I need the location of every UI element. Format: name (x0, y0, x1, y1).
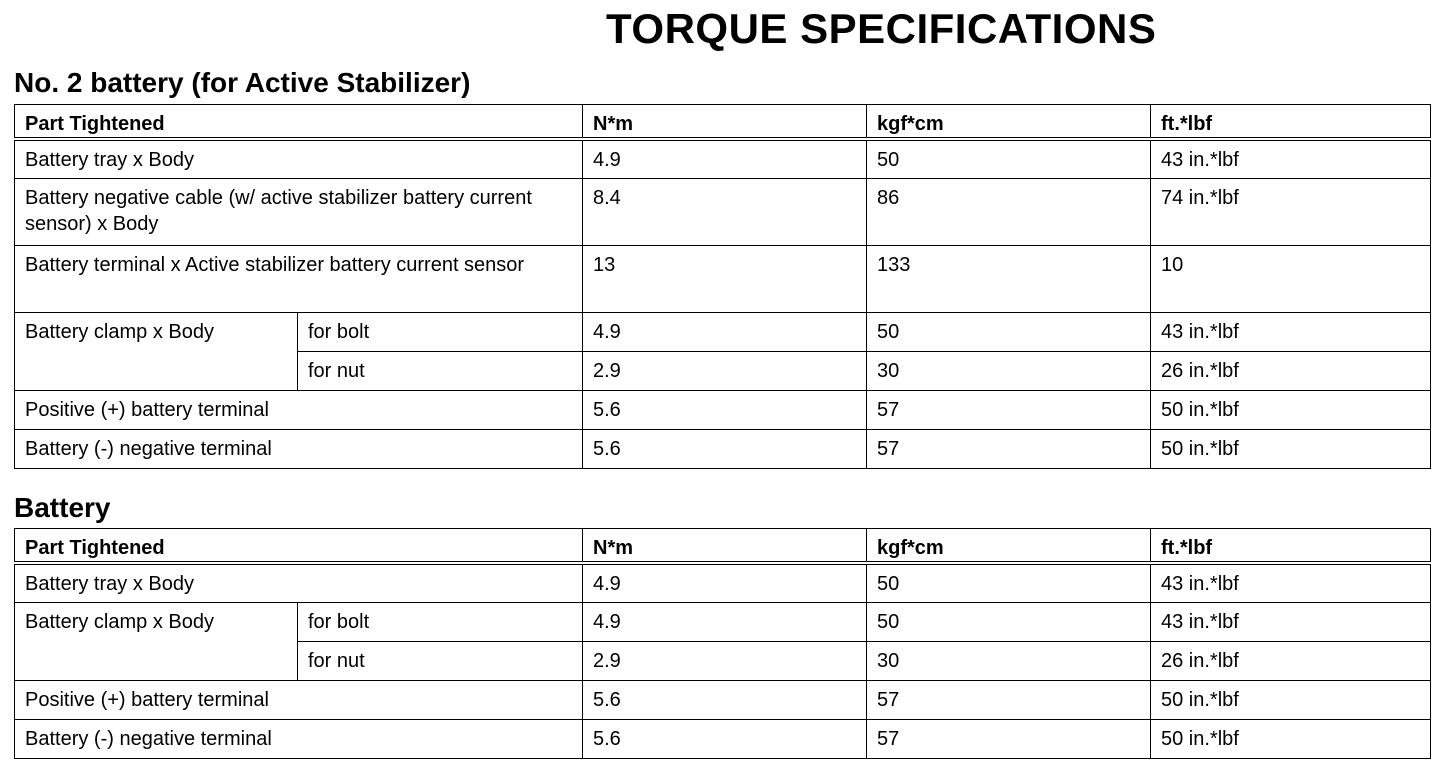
part-cell: Battery terminal x Active stabilizer battery current sensor (15, 245, 583, 312)
section-title-battery: Battery (14, 492, 111, 523)
sub-cell: for nut (298, 641, 583, 680)
ft-cell: 26 in.*lbf (1151, 351, 1431, 390)
header-nm: N*m (583, 105, 867, 140)
nm-cell: 2.9 (583, 641, 867, 680)
table-row (15, 312, 1431, 351)
ft-cell: 50 in.*lbf (1151, 719, 1431, 758)
nm-cell: 5.6 (583, 680, 867, 719)
header-kgf: kgf*cm (867, 105, 1151, 140)
sub-cell: for nut (298, 351, 583, 390)
table-row (15, 139, 1431, 178)
ft-cell: 26 in.*lbf (1151, 641, 1431, 680)
nm-cell: 8.4 (583, 178, 867, 245)
ft-cell: 74 in.*lbf (1151, 178, 1431, 245)
nm-cell: 4.9 (583, 312, 867, 351)
table-row (15, 178, 1431, 245)
part-cell: Positive (+) battery terminal (15, 680, 583, 719)
ft-cell: 43 in.*lbf (1151, 312, 1431, 351)
torque-table-no2-battery (14, 104, 1431, 469)
nm-cell: 5.6 (583, 429, 867, 468)
table-header-row (15, 529, 1431, 564)
table-row (15, 429, 1431, 468)
part-cell: Battery clamp x Body (15, 312, 298, 390)
kgf-cell: 30 (867, 351, 1151, 390)
sub-cell: for bolt (298, 602, 583, 641)
page-title: TORQUE SPECIFICATIONS (606, 5, 1157, 52)
nm-cell: 2.9 (583, 351, 867, 390)
header-nm: N*m (583, 529, 867, 564)
ft-cell: 50 in.*lbf (1151, 680, 1431, 719)
ft-cell: 50 in.*lbf (1151, 429, 1431, 468)
kgf-cell: 30 (867, 641, 1151, 680)
part-cell: Battery (-) negative terminal (15, 429, 583, 468)
nm-cell: 5.6 (583, 390, 867, 429)
kgf-cell: 50 (867, 139, 1151, 178)
part-cell: Battery tray x Body (15, 563, 583, 602)
part-cell: Battery (-) negative terminal (15, 719, 583, 758)
nm-cell: 13 (583, 245, 867, 312)
table-row (15, 390, 1431, 429)
nm-cell: 4.9 (583, 602, 867, 641)
part-cell: Battery negative cable (w/ active stabilizer battery current sensor) x Body (15, 178, 583, 245)
table-row (15, 719, 1431, 758)
table-row (15, 602, 1431, 641)
kgf-cell: 50 (867, 312, 1151, 351)
kgf-cell: 57 (867, 390, 1151, 429)
kgf-cell: 57 (867, 429, 1151, 468)
ft-cell: 43 in.*lbf (1151, 602, 1431, 641)
kgf-cell: 50 (867, 602, 1151, 641)
part-cell: Battery tray x Body (15, 139, 583, 178)
ft-cell: 43 in.*lbf (1151, 139, 1431, 178)
ft-cell: 10 (1151, 245, 1431, 312)
table-row (15, 245, 1431, 312)
header-ft: ft.*lbf (1151, 529, 1431, 564)
part-cell: Positive (+) battery terminal (15, 390, 583, 429)
kgf-cell: 50 (867, 563, 1151, 602)
header-part: Part Tightened (15, 529, 583, 564)
nm-cell: 5.6 (583, 719, 867, 758)
table-row (15, 680, 1431, 719)
kgf-cell: 86 (867, 178, 1151, 245)
torque-table-battery (14, 528, 1431, 759)
kgf-cell: 133 (867, 245, 1151, 312)
kgf-cell: 57 (867, 719, 1151, 758)
part-cell: Battery clamp x Body (15, 602, 298, 680)
header-kgf: kgf*cm (867, 529, 1151, 564)
header-ft: ft.*lbf (1151, 105, 1431, 140)
table-row (15, 563, 1431, 602)
section-title-no2-battery: No. 2 battery (for Active Stabilizer) (14, 67, 471, 98)
kgf-cell: 57 (867, 680, 1151, 719)
header-part: Part Tightened (15, 105, 583, 140)
nm-cell: 4.9 (583, 139, 867, 178)
ft-cell: 50 in.*lbf (1151, 390, 1431, 429)
sub-cell: for bolt (298, 312, 583, 351)
table-header-row (15, 105, 1431, 140)
ft-cell: 43 in.*lbf (1151, 563, 1431, 602)
nm-cell: 4.9 (583, 563, 867, 602)
